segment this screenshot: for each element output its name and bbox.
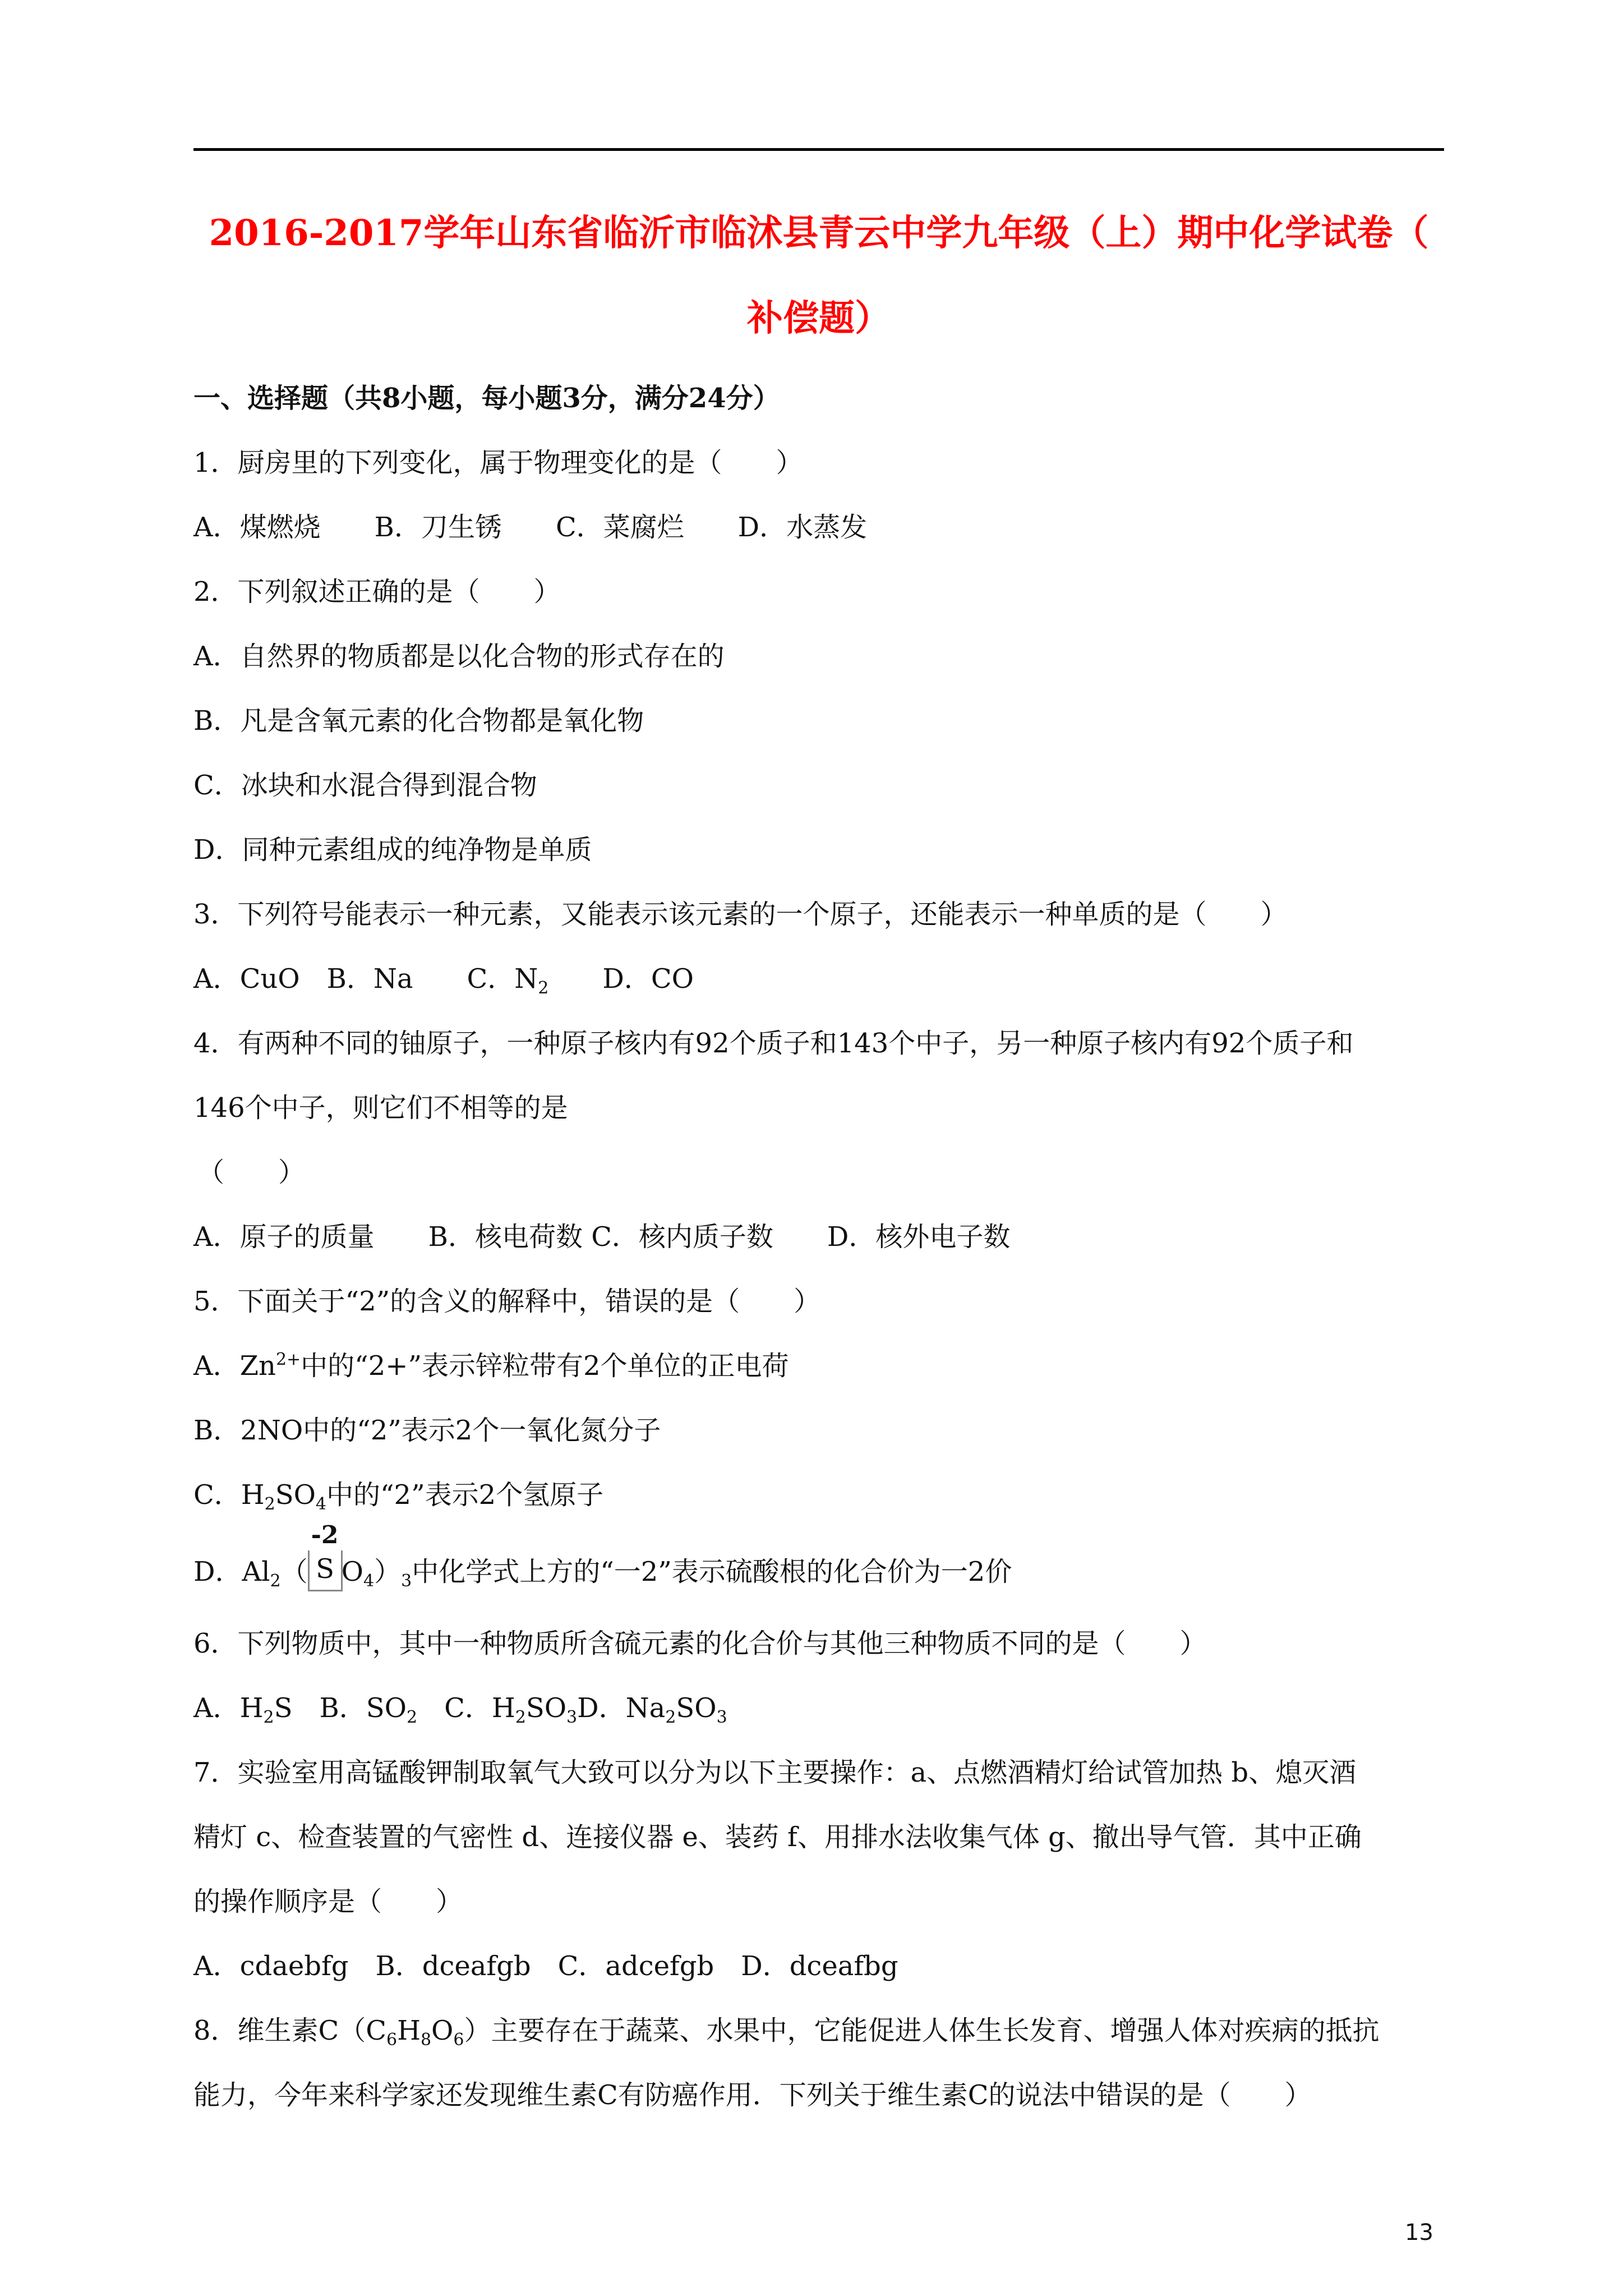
q5-c-formula-h: C．H [193,1479,265,1511]
q8-formula-h: H [397,2015,421,2046]
header-rule [193,148,1444,151]
q6-d-formula-na: D．Na [577,1692,666,1724]
q6-options [193,1691,727,1725]
q8-c-subscript: 6 [386,2030,398,2050]
q6-stem: 6．下列物质中，其中一种物质所含硫元素的化合价与其他三种物质不同的是（ ） [193,1628,1207,1659]
q5-d-subscript-1: 2 [270,1571,281,1591]
q8-stem-line-2: 能力，今年来科学家还发现维生素C有防癌作用．下列关于维生素C的说法中错误的是（ ） [193,2079,1312,2111]
q8-stem-text: ）主要存在于蔬菜、水果中，它能促进人体生长发育、增强人体对疾病的抵抗 [464,2015,1380,2046]
q5-d-paren-open: （ [280,1556,308,1588]
q7-options: A．cdaebfg B．dceafgb C．adcefgb D．dceafbg [193,1950,898,1982]
q4-stem-line-2: 146个中子，则它们不相等的是 [193,1092,568,1124]
q8-formula-c: 8．维生素C（C [193,2015,386,2046]
q5-c-subscript-2: 4 [315,1494,327,1514]
q5-option-a [193,1349,789,1383]
q7-stem-line-3: 的操作顺序是（ ） [193,1886,463,1917]
q6-a-formula: A．H [193,1692,264,1724]
q3-options-text: A．CuO B．Na C．N [193,963,538,995]
q7-stem-line-1: 7．实验室用高锰酸钾制取氧气大致可以分为以下主要操作：a、点燃酒精灯给试管加热 b、熄灭酒 [193,1757,1357,1788]
q3-stem: 3．下列符号能表示一种元素，又能表示该元素的一个原子，还能表示一种单质的是（ ） [193,899,1288,930]
q1-stem: 1．厨房里的下列变化，属于物理变化的是（ ） [193,447,803,478]
q6-c-formula-so: SO [525,1692,567,1724]
q1-options: A．煤燃烧 B．刀生锈 C．菜腐烂 D．水蒸发 [193,512,868,543]
q5-d-paren-close: ） [374,1556,402,1588]
q5-d-text: 中化学式上方的“一2”表示硫酸根的化合价为一2价 [412,1556,1012,1588]
q2-stem: 2．下列叙述正确的是（ ） [193,576,561,608]
q6-b-formula: S B．SO [274,1692,407,1724]
page-number: 13 [1405,2220,1433,2246]
q6-c-subscript-2: 3 [566,1708,578,1727]
q5-d-subscript-o: 4 [363,1571,375,1591]
q4-options: A．原子的质量 B．核电荷数 C．核内质子数 D．核外电子数 [193,1221,1011,1253]
q3-options-text-end: D．CO [548,963,694,995]
q3-options [193,962,694,996]
q2-option-b: B．凡是含氧元素的化合物都是氧化物 [193,705,644,737]
q5-c-formula-so: SO [275,1479,316,1511]
q5-d-valence: -2 [311,1521,339,1549]
q7-stem-line-2: 精灯 c、检查装置的气密性 d、连接仪器 e、装药 f、用排水法收集气体 g、撤出导气管．其中正确 [193,1821,1362,1853]
q5-stem: 5．下面关于“2”的含义的解释中，错误的是（ ） [193,1286,821,1317]
q2-option-a: A．自然界的物质都是以化合物的形式存在的 [193,641,725,672]
section-heading: 一、选择题（共8小题，每小题3分，满分24分） [193,383,780,414]
q5-a-formula: A．Zn [193,1350,276,1382]
q6-c-formula-h: C．H [417,1692,515,1724]
q8-h-subscript: 8 [420,2030,432,2050]
q2-option-d: D．同种元素组成的纯净物是单质 [193,834,592,866]
q5-option-c [193,1478,603,1512]
q3-n2-subscript: 2 [538,978,549,998]
q4-answer-paren: （ ） [197,1157,306,1188]
q6-d-subscript-1: 2 [665,1708,676,1727]
q8-formula-o: O [431,2015,454,2046]
q5-d-formula-al: D．Al [193,1556,270,1588]
q5-d-subscript-3: 3 [401,1571,412,1591]
q5-a-charge: 2+ [275,1350,301,1369]
q8-o-subscript: 6 [453,2030,464,2050]
title-line-1: 2016-2017学年山东省临沂市临沭县青云中学九年级（上）期中化学试卷（ [209,212,1429,254]
q5-option-b: B．2NO中的“2”表示2个一氧化氮分子 [193,1415,661,1446]
q5-c-text: 中的“2”表示2个氢原子 [326,1479,604,1511]
q6-d-formula-so: SO [676,1692,717,1724]
q8-stem-line-1 [193,2014,1380,2050]
q5-d-valence-mark [308,1521,342,1588]
q6-a-subscript: 2 [263,1708,274,1727]
q2-option-c: C．冰块和水混合得到混合物 [193,770,537,801]
q6-b-subscript: 2 [407,1708,418,1727]
q4-stem-line-1: 4．有两种不同的铀原子，一种原子核内有92个质子和143个中子，另一种原子核内有92个质子和 [193,1028,1354,1059]
q5-a-text: 中的“2+”表示锌粒带有2个单位的正电荷 [301,1350,789,1382]
q6-d-subscript-2: 3 [716,1708,727,1727]
title-line-2: 补偿题） [747,297,891,339]
q5-d-element: S [308,1550,343,1591]
q5-option-d [193,1521,1012,1591]
q6-c-subscript-1: 2 [515,1708,526,1727]
q5-d-oxygen: O [341,1556,363,1588]
q5-c-subscript-1: 2 [264,1494,275,1514]
